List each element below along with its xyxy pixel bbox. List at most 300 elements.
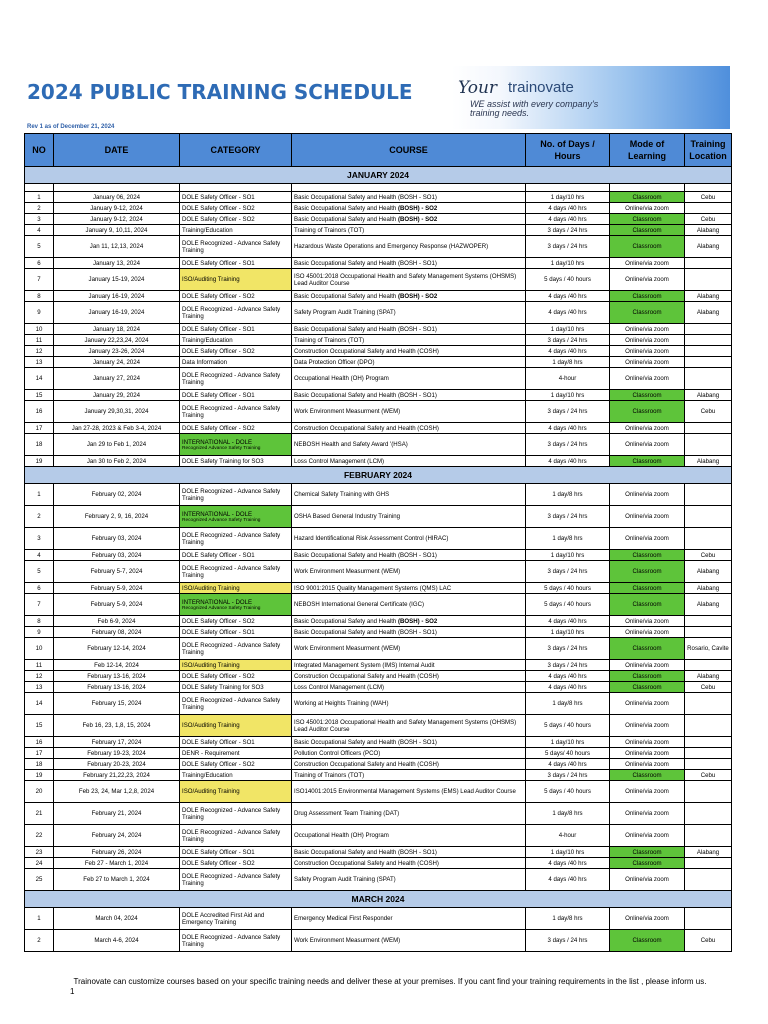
training-schedule-table [24,133,732,952]
course-text: Chemical Safety Training with GHS [294,491,390,498]
duration-cell: 1 day/8 hrs [526,528,610,550]
course-text: Occupational Health (OH) Program [294,375,389,382]
duration-cell: 4-hour [526,825,610,847]
mode-cell: Online/via zoom [610,660,685,671]
mode-cell: Classroom [610,401,685,423]
location-cell [685,803,732,825]
duration-cell: 1 day/10 hrs [526,258,610,269]
mode-cell: Online/via zoom [610,335,685,346]
course-cell [292,770,526,781]
date-cell: January 27, 2024 [54,368,180,390]
category-subtext: Recognized Advance Safety Training [182,605,261,611]
date-cell: Jan 11, 12,13, 2024 [54,236,180,258]
mode-cell: Online/via zoom [610,908,685,930]
course-cell [292,869,526,891]
category-text: DOLE Safety Officer - SO2 [182,617,255,625]
category-text: DOLE Safety Officer - SO2 [182,859,255,867]
duration-cell: 1 day/10 hrs [526,390,610,401]
course-text: Loss Control Management (LCM) [294,683,385,691]
row-number: 11 [25,335,54,346]
table-row [25,847,732,858]
mode-cell: Online/via zoom [610,825,685,847]
mode-cell: Classroom [610,561,685,583]
course-cell [292,346,526,357]
row-number: 24 [25,858,54,869]
mode-cell: Online/via zoom [610,324,685,335]
category-text: DOLE Safety Training for SO3 [182,683,264,691]
date-cell: January 15-19, 2024 [54,269,180,291]
month-label: MARCH 2024 [25,891,732,908]
category-text: DOLE Safety Training for SO3 [182,457,264,465]
course-text: Training of Trainors (TOT) [294,226,365,234]
duration-cell: 4 days /40 hrs [526,302,610,324]
empty-cell [25,184,54,192]
course-cell [292,192,526,203]
course-text: OSHA Based General Industry Training [294,513,401,520]
row-number: 6 [25,258,54,269]
category-text: ISO/Auditing Training [182,722,240,729]
course-cell [292,550,526,561]
location-cell: Alabang [685,291,732,302]
duration-cell: 5 days / 40 hours [526,594,610,616]
duration-cell: 4 days /40 hrs [526,423,610,434]
location-cell [685,203,732,214]
date-cell: January 9, 10,11, 2024 [54,225,180,236]
mode-cell: Classroom [610,302,685,324]
date-cell: February 03, 2024 [54,528,180,550]
course-cell [292,737,526,748]
date-cell: Feb 27 to March 1, 2024 [54,869,180,891]
table-row [25,737,732,748]
location-cell [685,858,732,869]
mode-cell: Classroom [610,225,685,236]
course-text: Occupational Health (OH) Program [294,832,389,839]
duration-cell: 3 days / 24 hrs [526,770,610,781]
category-text: DOLE Recognized - Advance Safety Training [182,371,281,386]
mode-cell: Online/via zoom [610,506,685,528]
category-text: DOLE Recognized - Advance Safety Training [182,806,281,821]
course-cell [292,908,526,930]
course-text: Basic Occupational Safety and Health (BOSH - SO1) [294,738,437,746]
row-number: 8 [25,616,54,627]
category-cell [180,335,292,346]
date-cell: Jan 29 to Feb 1, 2024 [54,434,180,456]
course-cell [292,803,526,825]
category-text: Data Information [182,358,228,366]
row-number: 8 [25,291,54,302]
mode-cell: Online/via zoom [610,346,685,357]
category-text: DOLE Recognized - Advance Safety Training [182,828,281,843]
location-cell [685,748,732,759]
row-number: 23 [25,847,54,858]
category-cell [180,484,292,506]
date-cell: January 29,30,31, 2024 [54,401,180,423]
location-cell [685,759,732,770]
course-text: Emergency Medical First Responder [294,915,393,922]
location-cell: Alabang [685,583,732,594]
row-number: 16 [25,401,54,423]
course-text: Data Protection Officer (DPO) [294,358,375,366]
table-row [25,269,732,291]
duration-cell: 1 day/8 hrs [526,357,610,368]
category-cell [180,346,292,357]
course-text: Work Environment Measurment (WEM) [294,645,401,652]
location-cell [685,434,732,456]
date-cell: February 02, 2024 [54,484,180,506]
date-cell: January 23-26, 2024 [54,346,180,357]
header-days-hours: No. of Days / Hours [526,134,610,167]
mode-cell: Classroom [610,214,685,225]
category-text: DOLE Safety Officer - SO1 [182,551,255,559]
duration-cell: 1 day/8 hrs [526,484,610,506]
duration-cell: 1 day/8 hrs [526,693,610,715]
category-cell [180,302,292,324]
row-number: 9 [25,627,54,638]
location-cell [685,781,732,803]
row-number: 15 [25,715,54,737]
category-text: DOLE Safety Officer - SO1 [182,628,255,636]
category-cell [180,781,292,803]
date-cell: February 13-16, 2024 [54,671,180,682]
category-text: DOLE Recognized - Advance Safety Training [182,239,281,254]
course-cell [292,390,526,401]
mode-cell: Online/via zoom [610,803,685,825]
row-number: 11 [25,660,54,671]
duration-cell: 4 days /40 hrs [526,682,610,693]
location-cell: Alabang [685,236,732,258]
date-cell: February 20-23, 2024 [54,759,180,770]
mode-cell: Online/via zoom [610,423,685,434]
location-cell: Alabang [685,302,732,324]
duration-cell: 3 days / 24 hrs [526,434,610,456]
mode-cell: Online/via zoom [610,269,685,291]
course-text: Basic Occupational Safety and Health (BOSH - SO1) [294,193,437,201]
table-row [25,869,732,891]
mode-cell: Online/via zoom [610,781,685,803]
course-cell [292,324,526,335]
course-text: Safety Program Audit Training (SPAT) [294,309,396,316]
category-cell [180,638,292,660]
location-cell: Cebu [685,770,732,781]
date-cell: February 24, 2024 [54,825,180,847]
course-cell [292,269,526,291]
date-cell: January 9-12, 2024 [54,214,180,225]
duration-cell: 3 days / 24 hrs [526,638,610,660]
table-row [25,550,732,561]
location-cell [685,484,732,506]
row-number: 12 [25,671,54,682]
table-row [25,770,732,781]
empty-cell [180,184,292,192]
location-cell [685,616,732,627]
course-cell [292,594,526,616]
location-cell [685,346,732,357]
duration-cell: 4 days /40 hrs [526,456,610,467]
category-cell [180,390,292,401]
table-row [25,594,732,616]
table-row [25,583,732,594]
date-cell: February 03, 2024 [54,550,180,561]
date-cell: January 13, 2024 [54,258,180,269]
month-header-row [25,467,732,484]
empty-cell [526,184,610,192]
date-cell: January 24, 2024 [54,357,180,368]
location-cell: Cebu [685,682,732,693]
course-text: Training of Trainors (TOT) [294,771,365,779]
category-text: DOLE Safety Officer - SO2 [182,204,255,212]
table-row [25,423,732,434]
category-text: Training/Education [182,771,233,779]
table-row [25,759,732,770]
table-row [25,638,732,660]
course-text: Work Environment Measurment (WEM) [294,568,401,575]
course-text: NEBOSH International General Certificate (IGC) [294,601,425,608]
category-cell [180,456,292,467]
course-text: ISO 9001:2015 Quality Management Systems (QMS) LAC [294,584,452,592]
row-number: 10 [25,638,54,660]
duration-cell: 4 days /40 hrs [526,616,610,627]
duration-cell: 5 days / 40 hours [526,269,610,291]
course-cell [292,583,526,594]
category-text: ISO/Auditing Training [182,661,240,669]
category-cell [180,192,292,203]
location-cell [685,357,732,368]
table-row [25,214,732,225]
date-cell: January 18, 2024 [54,324,180,335]
location-cell [685,737,732,748]
row-number: 14 [25,368,54,390]
category-cell [180,423,292,434]
mode-cell: Classroom [610,847,685,858]
duration-cell: 3 days / 24 hrs [526,930,610,952]
month-header-row [25,167,732,184]
location-cell: Cebu [685,930,732,952]
spacer-row [25,184,732,192]
category-cell [180,803,292,825]
date-cell: Feb 12-14, 2024 [54,660,180,671]
category-cell [180,847,292,858]
page-title: 2024 PUBLIC TRAINING SCHEDULE [27,80,413,104]
category-text: DOLE Safety Officer - SO2 [182,424,255,432]
category-text: DOLE Safety Officer - SO1 [182,391,255,399]
course-level: (BOSH) - SO2 [398,617,438,625]
table-row [25,682,732,693]
category-text: ISO/Auditing Training [182,276,240,283]
course-cell [292,456,526,467]
mode-cell: Online/via zoom [610,693,685,715]
category-text: DOLE Accredited First Aid and Emergency Training [182,911,265,926]
date-cell: Jan 27-28, 2023 & Feb 3-4, 2024 [54,423,180,434]
duration-cell: 1 day/10 hrs [526,737,610,748]
date-cell: February 5-9, 2024 [54,583,180,594]
category-cell [180,825,292,847]
table-row [25,908,732,930]
duration-cell: 3 days / 24 hrs [526,401,610,423]
category-text: DOLE Safety Officer - SO1 [182,848,255,856]
table-row [25,346,732,357]
mode-cell: Online/via zoom [610,759,685,770]
course-text: Basic Occupational Safety and Health (BOSH - SO1) [294,325,437,333]
category-cell [180,357,292,368]
date-cell: February 17, 2024 [54,737,180,748]
course-text: Construction Occupational Safety and Health (COSH) [294,347,439,355]
category-cell [180,401,292,423]
mode-cell: Classroom [610,456,685,467]
table-row [25,671,732,682]
course-cell [292,627,526,638]
location-cell: Cebu [685,401,732,423]
category-cell [180,324,292,335]
location-cell [685,693,732,715]
table-row [25,324,732,335]
mode-cell: Online/via zoom [610,258,685,269]
category-cell [180,693,292,715]
location-cell: Cebu [685,192,732,203]
date-cell: February 26, 2024 [54,847,180,858]
empty-cell [292,184,526,192]
table-row [25,225,732,236]
duration-cell: 5 days / 40 hours [526,781,610,803]
header-mode: Mode of Learning [610,134,685,167]
duration-cell: 5 days/ 40 hours [526,748,610,759]
course-text: Training of Trainors (TOT) [294,336,365,344]
category-cell [180,269,292,291]
category-text: ISO/Auditing Training [182,788,240,795]
course-level: (BOSH) - SO2 [398,204,438,212]
category-text: DOLE Safety Officer - SO1 [182,738,255,746]
duration-cell: 3 days / 24 hrs [526,660,610,671]
row-number: 5 [25,236,54,258]
row-number: 2 [25,506,54,528]
duration-cell: 3 days / 24 hrs [526,236,610,258]
course-cell [292,357,526,368]
category-cell [180,368,292,390]
row-number: 22 [25,825,54,847]
course-cell [292,484,526,506]
page-number: 1 [70,987,75,996]
row-number: 1 [25,192,54,203]
duration-cell: 3 days / 24 hrs [526,561,610,583]
duration-cell: 5 days / 40 hours [526,715,610,737]
mode-cell: Classroom [610,770,685,781]
course-text: Basic Occupational Safety and Health (BOSH - SO1) [294,259,437,267]
table-header-row [25,134,732,167]
category-cell [180,583,292,594]
date-cell: January 16-19, 2024 [54,302,180,324]
category-cell [180,291,292,302]
category-cell [180,858,292,869]
table-row [25,715,732,737]
duration-cell: 4 days /40 hrs [526,858,610,869]
duration-cell: 1 day/8 hrs [526,908,610,930]
location-cell [685,715,732,737]
category-cell [180,203,292,214]
duration-cell: 4 days /40 hrs [526,759,610,770]
category-cell [180,434,292,456]
course-text: Basic Occupational Safety and Health (BOSH - SO1) [294,628,437,636]
mode-cell: Online/via zoom [610,616,685,627]
row-number: 13 [25,682,54,693]
category-cell [180,869,292,891]
date-cell: February 12-14, 2024 [54,638,180,660]
row-number: 15 [25,390,54,401]
course-cell [292,203,526,214]
mode-cell: Classroom [610,192,685,203]
category-text: DENR - Requirement [182,749,240,757]
location-cell: Alabang [685,594,732,616]
location-cell [685,368,732,390]
location-cell [685,423,732,434]
mode-cell: Online/via zoom [610,715,685,737]
course-cell [292,434,526,456]
header-location: Training Location [685,134,732,167]
table-row [25,291,732,302]
mode-cell: Classroom [610,930,685,952]
category-cell [180,550,292,561]
table-body [25,167,732,952]
category-cell [180,930,292,952]
mode-cell: Classroom [610,671,685,682]
course-text: Construction Occupational Safety and Health (COSH) [294,859,439,867]
course-text: Loss Control Management (LCM) [294,457,385,465]
mode-cell: Online/via zoom [610,484,685,506]
course-cell [292,748,526,759]
course-cell [292,660,526,671]
course-level: (BOSH) - SO2 [398,215,438,223]
category-cell [180,506,292,528]
category-text: DOLE Safety Officer - SO2 [182,760,255,768]
location-cell [685,660,732,671]
mode-cell: Online/via zoom [610,434,685,456]
location-cell: Alabang [685,671,732,682]
course-text: Construction Occupational Safety and Health (COSH) [294,672,439,680]
brand-banner [452,66,730,129]
row-number: 12 [25,346,54,357]
category-subtext: Recognized Advance Safety Training [182,445,261,451]
date-cell: January 29, 2024 [54,390,180,401]
duration-cell: 4 days /40 hrs [526,291,610,302]
row-number: 21 [25,803,54,825]
course-text: Basic Occupational Safety and Health [294,215,398,223]
mode-cell: Online/via zoom [610,357,685,368]
category-cell [180,682,292,693]
category-text: DOLE Recognized - Advance Safety Training [182,305,281,320]
category-cell [180,258,292,269]
course-cell [292,693,526,715]
duration-cell: 1 day/10 hrs [526,192,610,203]
date-cell: February 5-7, 2024 [54,561,180,583]
category-cell [180,715,292,737]
row-number: 13 [25,357,54,368]
duration-cell: 4 days /40 hrs [526,203,610,214]
location-cell [685,269,732,291]
row-number: 18 [25,759,54,770]
course-text: Basic Occupational Safety and Health [294,617,398,625]
date-cell: February 13-16, 2024 [54,682,180,693]
course-cell [292,858,526,869]
course-cell [292,225,526,236]
course-level: (BOSH) - SO2 [398,292,438,300]
category-cell [180,627,292,638]
category-text: INTERNATIONAL - DOLE [182,438,253,446]
duration-cell: 3 days / 24 hrs [526,335,610,346]
category-text: DOLE Safety Officer - SO1 [182,325,255,333]
course-text: Hazardous Waste Operations and Emergency Response (HAZWOPER) [294,243,489,250]
mode-cell: Classroom [610,550,685,561]
date-cell: February 19-23, 2024 [54,748,180,759]
category-text: DOLE Safety Officer - SO1 [182,259,255,267]
brand-tagline: WE assist with every company's training needs. [470,99,599,118]
